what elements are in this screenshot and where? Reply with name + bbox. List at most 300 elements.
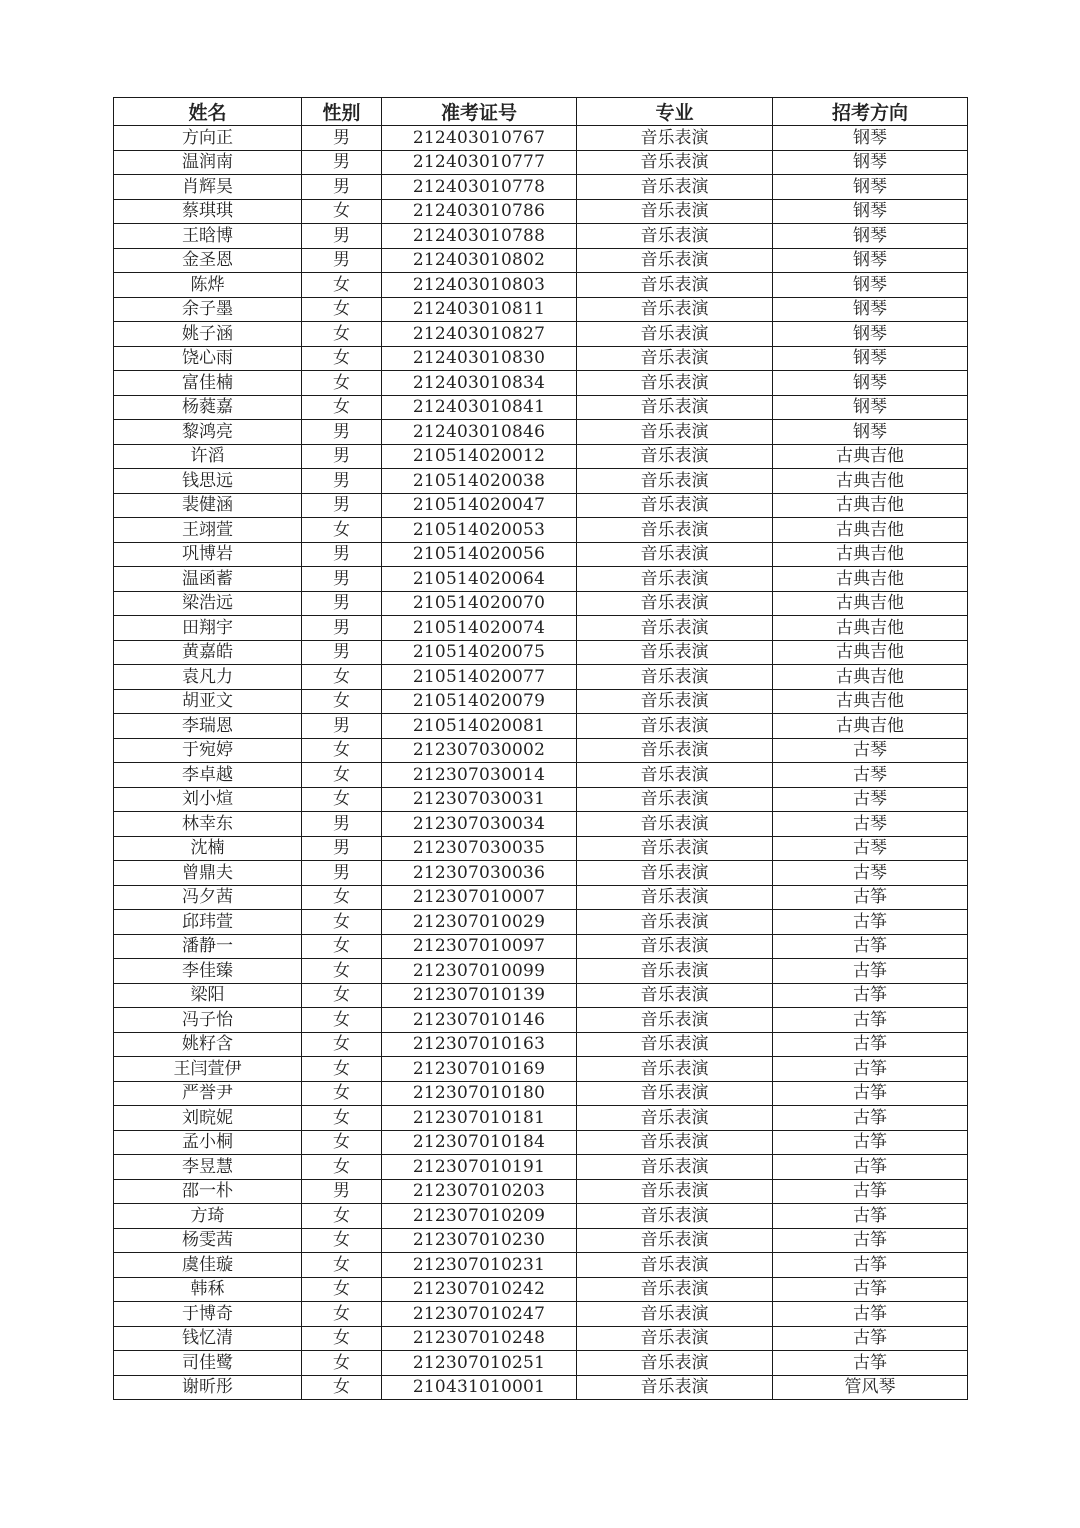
cell-major: 音乐表演 (577, 297, 773, 322)
table-row (114, 518, 968, 543)
cell-exam-id: 212403010827 (382, 322, 577, 347)
cell-name: 韩秝 (114, 1277, 302, 1302)
cell-gender: 女 (302, 1228, 382, 1253)
cell-gender: 女 (302, 1351, 382, 1376)
cell-gender: 男 (302, 493, 382, 518)
cell-major: 音乐表演 (577, 983, 773, 1008)
cell-major: 音乐表演 (577, 763, 773, 788)
table-row (114, 640, 968, 665)
cell-gender: 男 (302, 567, 382, 592)
table-row (114, 273, 968, 298)
cell-gender: 女 (302, 983, 382, 1008)
cell-gender: 女 (302, 1253, 382, 1278)
cell-major: 音乐表演 (577, 248, 773, 273)
table-row (114, 885, 968, 910)
cell-name: 黄嘉皓 (114, 640, 302, 665)
cell-name: 刘晥妮 (114, 1106, 302, 1131)
table-row (114, 175, 968, 200)
cell-gender: 男 (302, 224, 382, 249)
cell-name: 陈烨 (114, 273, 302, 298)
cell-name: 司佳鹭 (114, 1351, 302, 1376)
cell-name: 梁浩远 (114, 591, 302, 616)
cell-exam-id: 212307010231 (382, 1253, 577, 1278)
cell-major: 音乐表演 (577, 469, 773, 494)
table-row (114, 812, 968, 837)
cell-exam-id: 212307010029 (382, 910, 577, 935)
table-row (114, 199, 968, 224)
cell-exam-id: 212307010230 (382, 1228, 577, 1253)
cell-major: 音乐表演 (577, 689, 773, 714)
cell-direction: 古筝 (773, 1032, 968, 1057)
cell-gender: 女 (302, 1130, 382, 1155)
cell-direction: 古筝 (773, 1130, 968, 1155)
table-row (114, 322, 968, 347)
cell-gender: 女 (302, 395, 382, 420)
cell-name: 方向正 (114, 126, 302, 151)
cell-direction: 钢琴 (773, 248, 968, 273)
cell-gender: 女 (302, 1375, 382, 1400)
cell-major: 音乐表演 (577, 420, 773, 445)
cell-direction: 古琴 (773, 787, 968, 812)
table-header (114, 98, 968, 126)
cell-major: 音乐表演 (577, 1253, 773, 1278)
cell-name: 蔡琪琪 (114, 199, 302, 224)
cell-exam-id: 212403010778 (382, 175, 577, 200)
cell-direction: 钢琴 (773, 224, 968, 249)
cell-gender: 女 (302, 1302, 382, 1327)
cell-gender: 男 (302, 640, 382, 665)
table-row (114, 1008, 968, 1033)
table-row (114, 665, 968, 690)
table-row (114, 1204, 968, 1229)
cell-gender: 女 (302, 1008, 382, 1033)
cell-name: 田翔宇 (114, 616, 302, 641)
cell-exam-id: 210514020079 (382, 689, 577, 714)
cell-gender: 女 (302, 959, 382, 984)
cell-exam-id: 212403010803 (382, 273, 577, 298)
cell-exam-id: 212403010830 (382, 346, 577, 371)
cell-name: 黎鸿亮 (114, 420, 302, 445)
cell-exam-id: 212403010841 (382, 395, 577, 420)
table-row (114, 1106, 968, 1131)
cell-direction: 古典吉他 (773, 518, 968, 543)
cell-major: 音乐表演 (577, 346, 773, 371)
cell-name: 余子墨 (114, 297, 302, 322)
cell-name: 巩博岩 (114, 542, 302, 567)
cell-major: 音乐表演 (577, 665, 773, 690)
cell-major: 音乐表演 (577, 444, 773, 469)
cell-name: 邵一朴 (114, 1179, 302, 1204)
cell-gender: 男 (302, 836, 382, 861)
cell-exam-id: 210514020053 (382, 518, 577, 543)
cell-name: 曾鼎夫 (114, 861, 302, 886)
cell-name: 姚籽含 (114, 1032, 302, 1057)
cell-exam-id: 212307030014 (382, 763, 577, 788)
cell-direction: 古典吉他 (773, 567, 968, 592)
cell-gender: 女 (302, 1032, 382, 1057)
table-row (114, 371, 968, 396)
cell-name: 姚子涵 (114, 322, 302, 347)
cell-exam-id: 210514020038 (382, 469, 577, 494)
cell-major: 音乐表演 (577, 885, 773, 910)
cell-name: 肖辉昊 (114, 175, 302, 200)
cell-exam-id: 212307010247 (382, 1302, 577, 1327)
cell-exam-id: 210514020056 (382, 542, 577, 567)
cell-direction: 古筝 (773, 1326, 968, 1351)
cell-major: 音乐表演 (577, 199, 773, 224)
cell-direction: 古筝 (773, 1008, 968, 1033)
cell-gender: 女 (302, 346, 382, 371)
cell-exam-id: 212403010767 (382, 126, 577, 151)
cell-exam-id: 212403010788 (382, 224, 577, 249)
cell-major: 音乐表演 (577, 836, 773, 861)
cell-major: 音乐表演 (577, 542, 773, 567)
cell-exam-id: 212307010097 (382, 934, 577, 959)
cell-gender: 男 (302, 175, 382, 200)
cell-name: 王闫萱伊 (114, 1057, 302, 1082)
cell-gender: 男 (302, 444, 382, 469)
table-row (114, 444, 968, 469)
header-row (114, 98, 968, 126)
cell-exam-id: 210431010001 (382, 1375, 577, 1400)
cell-direction: 古典吉他 (773, 689, 968, 714)
cell-direction: 古典吉他 (773, 444, 968, 469)
cell-direction: 古筝 (773, 1253, 968, 1278)
table-row (114, 567, 968, 592)
cell-exam-id: 210514020047 (382, 493, 577, 518)
cell-name: 胡亚文 (114, 689, 302, 714)
table-row (114, 395, 968, 420)
cell-name: 裴健涵 (114, 493, 302, 518)
cell-name: 林幸东 (114, 812, 302, 837)
cell-direction: 古典吉他 (773, 714, 968, 739)
table-row (114, 787, 968, 812)
cell-exam-id: 212403010777 (382, 150, 577, 175)
cell-gender: 女 (302, 1155, 382, 1180)
table-row (114, 836, 968, 861)
cell-major: 音乐表演 (577, 395, 773, 420)
cell-major: 音乐表演 (577, 714, 773, 739)
cell-direction: 钢琴 (773, 297, 968, 322)
cell-major: 音乐表演 (577, 1375, 773, 1400)
cell-gender: 男 (302, 591, 382, 616)
cell-gender: 男 (302, 812, 382, 837)
table-row (114, 1155, 968, 1180)
cell-gender: 女 (302, 910, 382, 935)
table-row (114, 248, 968, 273)
cell-direction: 钢琴 (773, 126, 968, 151)
cell-exam-id: 212307010099 (382, 959, 577, 984)
header-exam-id: 准考证号 (382, 98, 577, 126)
cell-gender: 女 (302, 665, 382, 690)
table-row (114, 1277, 968, 1302)
cell-exam-id: 210514020012 (382, 444, 577, 469)
cell-exam-id: 212307030034 (382, 812, 577, 837)
cell-gender: 女 (302, 885, 382, 910)
table-row (114, 1130, 968, 1155)
cell-gender: 男 (302, 248, 382, 273)
cell-major: 音乐表演 (577, 812, 773, 837)
cell-major: 音乐表演 (577, 567, 773, 592)
cell-exam-id: 210514020081 (382, 714, 577, 739)
cell-gender: 男 (302, 616, 382, 641)
cell-name: 袁凡力 (114, 665, 302, 690)
cell-major: 音乐表演 (577, 1302, 773, 1327)
cell-major: 音乐表演 (577, 1081, 773, 1106)
cell-name: 潘静一 (114, 934, 302, 959)
table-row (114, 591, 968, 616)
cell-gender: 男 (302, 542, 382, 567)
cell-major: 音乐表演 (577, 1008, 773, 1033)
cell-name: 杨蕤嘉 (114, 395, 302, 420)
cell-direction: 古筝 (773, 983, 968, 1008)
cell-major: 音乐表演 (577, 224, 773, 249)
cell-direction: 古筝 (773, 959, 968, 984)
cell-major: 音乐表演 (577, 175, 773, 200)
cell-gender: 女 (302, 322, 382, 347)
table-row (114, 1081, 968, 1106)
cell-major: 音乐表演 (577, 910, 773, 935)
cell-direction: 古筝 (773, 1228, 968, 1253)
cell-gender: 女 (302, 787, 382, 812)
cell-major: 音乐表演 (577, 322, 773, 347)
table-body (114, 126, 968, 1400)
cell-direction: 钢琴 (773, 322, 968, 347)
cell-name: 钱忆清 (114, 1326, 302, 1351)
cell-direction: 古典吉他 (773, 542, 968, 567)
cell-name: 李佳臻 (114, 959, 302, 984)
cell-major: 音乐表演 (577, 1130, 773, 1155)
cell-major: 音乐表演 (577, 1106, 773, 1131)
cell-exam-id: 212403010786 (382, 199, 577, 224)
cell-gender: 男 (302, 861, 382, 886)
cell-name: 于博奇 (114, 1302, 302, 1327)
table-row (114, 959, 968, 984)
cell-direction: 古典吉他 (773, 616, 968, 641)
cell-exam-id: 212307010180 (382, 1081, 577, 1106)
cell-major: 音乐表演 (577, 616, 773, 641)
cell-name: 于宛婷 (114, 738, 302, 763)
cell-direction: 古筝 (773, 1155, 968, 1180)
cell-name: 杨雯茜 (114, 1228, 302, 1253)
cell-exam-id: 212307010251 (382, 1351, 577, 1376)
cell-name: 富佳楠 (114, 371, 302, 396)
cell-exam-id: 212307010248 (382, 1326, 577, 1351)
cell-direction: 古筝 (773, 1081, 968, 1106)
cell-gender: 男 (302, 126, 382, 151)
table-row (114, 1375, 968, 1400)
cell-name: 冯子怡 (114, 1008, 302, 1033)
cell-exam-id: 212307010163 (382, 1032, 577, 1057)
cell-name: 温函蓄 (114, 567, 302, 592)
table-row (114, 861, 968, 886)
header-direction: 招考方向 (773, 98, 968, 126)
cell-exam-id: 210514020075 (382, 640, 577, 665)
cell-gender: 女 (302, 1204, 382, 1229)
cell-direction: 古筝 (773, 885, 968, 910)
table-row (114, 224, 968, 249)
table-row (114, 714, 968, 739)
cell-exam-id: 212307010184 (382, 1130, 577, 1155)
cell-name: 方琦 (114, 1204, 302, 1229)
cell-gender: 女 (302, 199, 382, 224)
table-row (114, 1057, 968, 1082)
cell-major: 音乐表演 (577, 273, 773, 298)
table-row (114, 1326, 968, 1351)
cell-major: 音乐表演 (577, 640, 773, 665)
cell-major: 音乐表演 (577, 1326, 773, 1351)
cell-major: 音乐表演 (577, 934, 773, 959)
cell-gender: 女 (302, 1081, 382, 1106)
cell-direction: 古筝 (773, 1179, 968, 1204)
cell-direction: 古典吉他 (773, 665, 968, 690)
cell-name: 梁阳 (114, 983, 302, 1008)
cell-exam-id: 212307010181 (382, 1106, 577, 1131)
cell-gender: 女 (302, 273, 382, 298)
cell-direction: 古筝 (773, 1204, 968, 1229)
table-row (114, 934, 968, 959)
cell-major: 音乐表演 (577, 518, 773, 543)
header-name: 姓名 (114, 98, 302, 126)
cell-direction: 古筝 (773, 934, 968, 959)
cell-direction: 钢琴 (773, 175, 968, 200)
cell-direction: 古筝 (773, 910, 968, 935)
table-row (114, 616, 968, 641)
table-row (114, 1179, 968, 1204)
cell-gender: 女 (302, 518, 382, 543)
cell-gender: 女 (302, 689, 382, 714)
cell-name: 李卓越 (114, 763, 302, 788)
cell-gender: 女 (302, 1326, 382, 1351)
header-major: 专业 (577, 98, 773, 126)
table-row (114, 297, 968, 322)
cell-gender: 男 (302, 150, 382, 175)
cell-exam-id: 212307010242 (382, 1277, 577, 1302)
cell-major: 音乐表演 (577, 493, 773, 518)
cell-exam-id: 212307010007 (382, 885, 577, 910)
cell-major: 音乐表演 (577, 150, 773, 175)
cell-exam-id: 210514020064 (382, 567, 577, 592)
cell-gender: 女 (302, 738, 382, 763)
cell-name: 谢昕彤 (114, 1375, 302, 1400)
cell-name: 虞佳璇 (114, 1253, 302, 1278)
admission-roster-table (113, 97, 968, 1400)
cell-direction: 古典吉他 (773, 469, 968, 494)
table-row (114, 1351, 968, 1376)
cell-gender: 男 (302, 469, 382, 494)
cell-gender: 女 (302, 934, 382, 959)
cell-name: 王晗博 (114, 224, 302, 249)
cell-direction: 古筝 (773, 1351, 968, 1376)
table-row (114, 126, 968, 151)
cell-exam-id: 210514020070 (382, 591, 577, 616)
cell-direction: 钢琴 (773, 273, 968, 298)
cell-exam-id: 212403010811 (382, 297, 577, 322)
cell-major: 音乐表演 (577, 1204, 773, 1229)
cell-exam-id: 212307010203 (382, 1179, 577, 1204)
cell-major: 音乐表演 (577, 1179, 773, 1204)
table-row (114, 1302, 968, 1327)
cell-direction: 钢琴 (773, 420, 968, 445)
cell-direction: 古琴 (773, 763, 968, 788)
cell-exam-id: 212307030036 (382, 861, 577, 886)
cell-gender: 女 (302, 371, 382, 396)
cell-exam-id: 212307010209 (382, 1204, 577, 1229)
table-row (114, 469, 968, 494)
table-row (114, 150, 968, 175)
cell-major: 音乐表演 (577, 1155, 773, 1180)
cell-gender: 女 (302, 1277, 382, 1302)
cell-major: 音乐表演 (577, 959, 773, 984)
cell-direction: 钢琴 (773, 150, 968, 175)
cell-exam-id: 212307010191 (382, 1155, 577, 1180)
cell-direction: 钢琴 (773, 395, 968, 420)
cell-direction: 古筝 (773, 1057, 968, 1082)
cell-name: 严誉尹 (114, 1081, 302, 1106)
table-row (114, 763, 968, 788)
table-row (114, 1253, 968, 1278)
cell-major: 音乐表演 (577, 1351, 773, 1376)
cell-name: 刘小煊 (114, 787, 302, 812)
cell-major: 音乐表演 (577, 1277, 773, 1302)
cell-direction: 古典吉他 (773, 493, 968, 518)
header-gender: 性别 (302, 98, 382, 126)
cell-major: 音乐表演 (577, 1228, 773, 1253)
cell-direction: 钢琴 (773, 346, 968, 371)
table-row (114, 1032, 968, 1057)
table-row (114, 346, 968, 371)
table-row (114, 910, 968, 935)
cell-gender: 女 (302, 297, 382, 322)
cell-exam-id: 210514020077 (382, 665, 577, 690)
cell-major: 音乐表演 (577, 787, 773, 812)
cell-major: 音乐表演 (577, 126, 773, 151)
cell-name: 王翊萱 (114, 518, 302, 543)
cell-gender: 女 (302, 1106, 382, 1131)
cell-gender: 男 (302, 714, 382, 739)
cell-direction: 古琴 (773, 861, 968, 886)
cell-direction: 古琴 (773, 836, 968, 861)
cell-exam-id: 212307010169 (382, 1057, 577, 1082)
table-row (114, 1228, 968, 1253)
cell-major: 音乐表演 (577, 861, 773, 886)
cell-major: 音乐表演 (577, 591, 773, 616)
table-row (114, 493, 968, 518)
cell-exam-id: 212307030031 (382, 787, 577, 812)
cell-major: 音乐表演 (577, 1032, 773, 1057)
cell-name: 金圣恩 (114, 248, 302, 273)
cell-name: 李昱慧 (114, 1155, 302, 1180)
cell-direction: 古典吉他 (773, 640, 968, 665)
cell-exam-id: 212403010802 (382, 248, 577, 273)
cell-exam-id: 212307030035 (382, 836, 577, 861)
cell-major: 音乐表演 (577, 371, 773, 396)
cell-direction: 钢琴 (773, 371, 968, 396)
cell-gender: 女 (302, 763, 382, 788)
cell-direction: 古琴 (773, 812, 968, 837)
table-row (114, 420, 968, 445)
cell-gender: 男 (302, 1179, 382, 1204)
cell-exam-id: 212307030002 (382, 738, 577, 763)
cell-major: 音乐表演 (577, 1057, 773, 1082)
cell-name: 温润南 (114, 150, 302, 175)
table-row (114, 689, 968, 714)
cell-exam-id: 212403010846 (382, 420, 577, 445)
cell-direction: 古筝 (773, 1277, 968, 1302)
cell-name: 邱玮萱 (114, 910, 302, 935)
cell-exam-id: 212307010146 (382, 1008, 577, 1033)
table-row (114, 738, 968, 763)
